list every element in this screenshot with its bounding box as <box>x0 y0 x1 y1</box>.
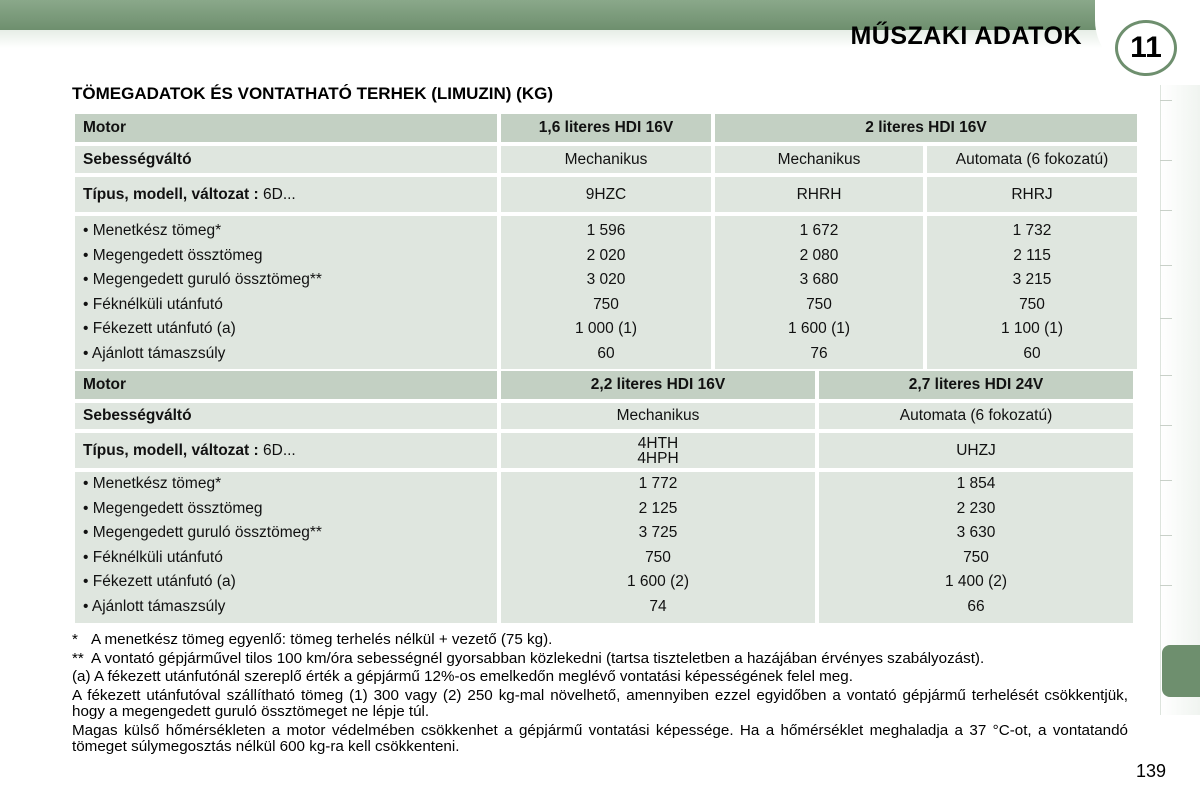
footnotes <box>72 632 1128 756</box>
footnote-mark: ** <box>72 649 84 667</box>
cell-value: 750 <box>806 295 832 313</box>
row-label: • Megengedett össztömeg <box>83 246 263 264</box>
table-row <box>75 114 1137 142</box>
cell-value: 74 <box>649 597 667 615</box>
type-label: Típus, modell, változat : <box>83 185 259 203</box>
table-row <box>75 433 1133 468</box>
value-column <box>927 216 1137 369</box>
cell-value: 60 <box>597 344 615 362</box>
row-label: • Megengedett guruló össztömeg** <box>83 524 322 541</box>
chapter-edge-tab <box>1162 645 1200 697</box>
edge-tick <box>1160 160 1172 161</box>
edge-tick <box>1160 318 1172 319</box>
gearbox-value: Mechanikus <box>501 146 711 173</box>
gearbox-label: Sebességváltó <box>75 403 497 429</box>
gearbox-value: Automata (6 fokozatú) <box>819 403 1133 429</box>
engine-header: 2 literes HDI 16V <box>715 114 1137 142</box>
edge-tick <box>1160 100 1172 101</box>
cell-value: 2 125 <box>638 499 678 517</box>
table-row <box>75 371 1133 399</box>
type-value: RHRH <box>715 177 923 212</box>
edge-tick <box>1160 210 1172 211</box>
cell-value: 3 680 <box>799 271 839 288</box>
table-row <box>75 216 1137 369</box>
table-row <box>75 403 1133 429</box>
cell-value: 3 725 <box>638 524 678 541</box>
gearbox-value: Automata (6 fokozatú) <box>927 146 1137 173</box>
edge-tick <box>1160 375 1172 376</box>
cell-value: 3 020 <box>586 271 626 288</box>
row-labels <box>75 216 497 369</box>
row-label: • Menetkész tömeg* <box>83 222 222 239</box>
cell-value: 66 <box>967 597 985 615</box>
cell-value: 1 600 (2) <box>626 573 690 590</box>
footnote-text: A vontató gépjárművel tilos 100 km/óra sebességnél gyorsabban közlekedni (tartsa tiszteletben a hazájában érvényes szabályozást). <box>91 649 985 667</box>
row-label: • Ajánlott támaszsúly <box>83 597 226 615</box>
row-label: • Ajánlott támaszsúly <box>83 344 226 362</box>
type-value-pair <box>501 433 815 468</box>
cell-value: 1 772 <box>638 475 678 492</box>
footnote-text: A menetkész tömeg egyenlő: tömeg terhelés nélkül + vezető (75 kg). <box>91 631 553 648</box>
table-row <box>75 146 1137 173</box>
edge-tick <box>1160 535 1172 536</box>
gearbox-value: Mechanikus <box>501 403 815 429</box>
engine-header: 2,7 literes HDI 24V <box>819 371 1133 399</box>
cell-value: 76 <box>810 344 828 362</box>
cell-value: 60 <box>1023 344 1041 362</box>
row-label: • Fékezett utánfutó (a) <box>83 573 236 590</box>
table-row <box>75 472 1133 623</box>
page-number: 139 <box>1136 761 1167 781</box>
cell-value: 1 000 (1) <box>574 320 638 337</box>
cell-value: 750 <box>593 295 619 313</box>
type-label: Típus, modell, változat : <box>83 441 259 459</box>
cell-value: 1 596 <box>586 222 626 239</box>
row-labels <box>75 472 497 623</box>
edge-tick <box>1160 585 1172 586</box>
note-paragraph: Magas külső hőmérsékleten a motor védelmében csökkenhet a gépjármű vontatási képessége. Ha a hőmérséklet meghaladja a 37 °C-ot, a vontatandó tömeget súlymegosztás nélkül 600 kg-ra kell csökkenteni. <box>72 721 1128 755</box>
row-label: • Menetkész tömeg* <box>83 475 222 492</box>
motor-label: Motor <box>75 371 497 399</box>
cell-value: 1 400 (2) <box>944 573 1008 590</box>
page-edge-decoration <box>1160 85 1200 715</box>
table-row <box>75 177 1137 212</box>
engine-header: 1,6 literes HDI 16V <box>501 114 711 142</box>
gearbox-value: Mechanikus <box>715 146 923 173</box>
value-column <box>501 472 815 623</box>
edge-tick <box>1160 265 1172 266</box>
row-label: • Megengedett guruló össztömeg** <box>83 271 322 288</box>
type-label-cell <box>75 177 497 212</box>
footnote-mark: * <box>72 631 78 648</box>
type-suffix: 6D... <box>263 441 296 459</box>
note-paragraph: (a) A fékezett utánfutónál szereplő érték a gépjármű 12%-os emelkedőn meglévő vontatási képességének felel meg. <box>72 668 853 685</box>
cell-value: 750 <box>963 548 989 566</box>
type-value: 4HTH <box>637 434 679 452</box>
cell-value: 750 <box>645 548 671 566</box>
edge-tick <box>1160 425 1172 426</box>
chapter-title: MŰSZAKI ADATOK <box>850 22 1082 50</box>
gearbox-label: Sebességváltó <box>75 146 497 173</box>
row-label: • Megengedett össztömeg <box>83 499 263 517</box>
type-value: 9HZC <box>501 177 711 212</box>
cell-value: 1 732 <box>1012 222 1052 239</box>
row-label: • Féknélküli utánfutó <box>83 548 223 566</box>
cell-value: 750 <box>1019 295 1045 313</box>
footnote <box>72 651 1128 668</box>
edge-tick <box>1160 480 1172 481</box>
cell-value: 1 100 (1) <box>1000 320 1064 337</box>
type-value: RHRJ <box>927 177 1137 212</box>
engine-header: 2,2 literes HDI 16V <box>501 371 815 399</box>
footnote <box>72 632 1128 649</box>
cell-value: 2 020 <box>586 246 626 264</box>
motor-label: Motor <box>75 114 497 142</box>
chapter-number-badge: 11 <box>1115 20 1177 76</box>
row-label: • Féknélküli utánfutó <box>83 295 223 313</box>
type-value: UHZJ <box>819 433 1133 468</box>
cell-value: 3 215 <box>1012 271 1052 288</box>
section-title: TÖMEGADATOK ÉS VONTATHATÓ TERHEK (LIMUZIN) (KG) <box>72 84 553 103</box>
type-value: 4HPH <box>637 449 679 467</box>
note-paragraph: A fékezett utánfutóval szállítható tömeg (1) 300 vagy (2) 250 kg-mal növelhető, amennyiben ezzel egyidőben a vontató gépjármű terhelését csökkentjük, hogy a megengedett guruló össztömeget ne lépje túl. <box>72 686 1128 720</box>
value-column <box>501 216 711 369</box>
value-column <box>715 216 923 369</box>
type-suffix: 6D... <box>263 185 296 203</box>
cell-value: 2 080 <box>799 246 839 264</box>
row-label: • Fékezett utánfutó (a) <box>83 320 236 337</box>
cell-value: 2 115 <box>1013 246 1051 264</box>
cell-value: 2 230 <box>956 499 996 517</box>
cell-value: 3 630 <box>956 524 996 541</box>
cell-value: 1 854 <box>956 475 996 492</box>
cell-value: 1 600 (1) <box>787 320 851 337</box>
value-column <box>819 472 1133 623</box>
mass-table-2 <box>71 371 1137 623</box>
cell-value: 1 672 <box>799 222 839 239</box>
type-label-cell <box>75 433 497 468</box>
mass-table-1 <box>71 114 1141 369</box>
